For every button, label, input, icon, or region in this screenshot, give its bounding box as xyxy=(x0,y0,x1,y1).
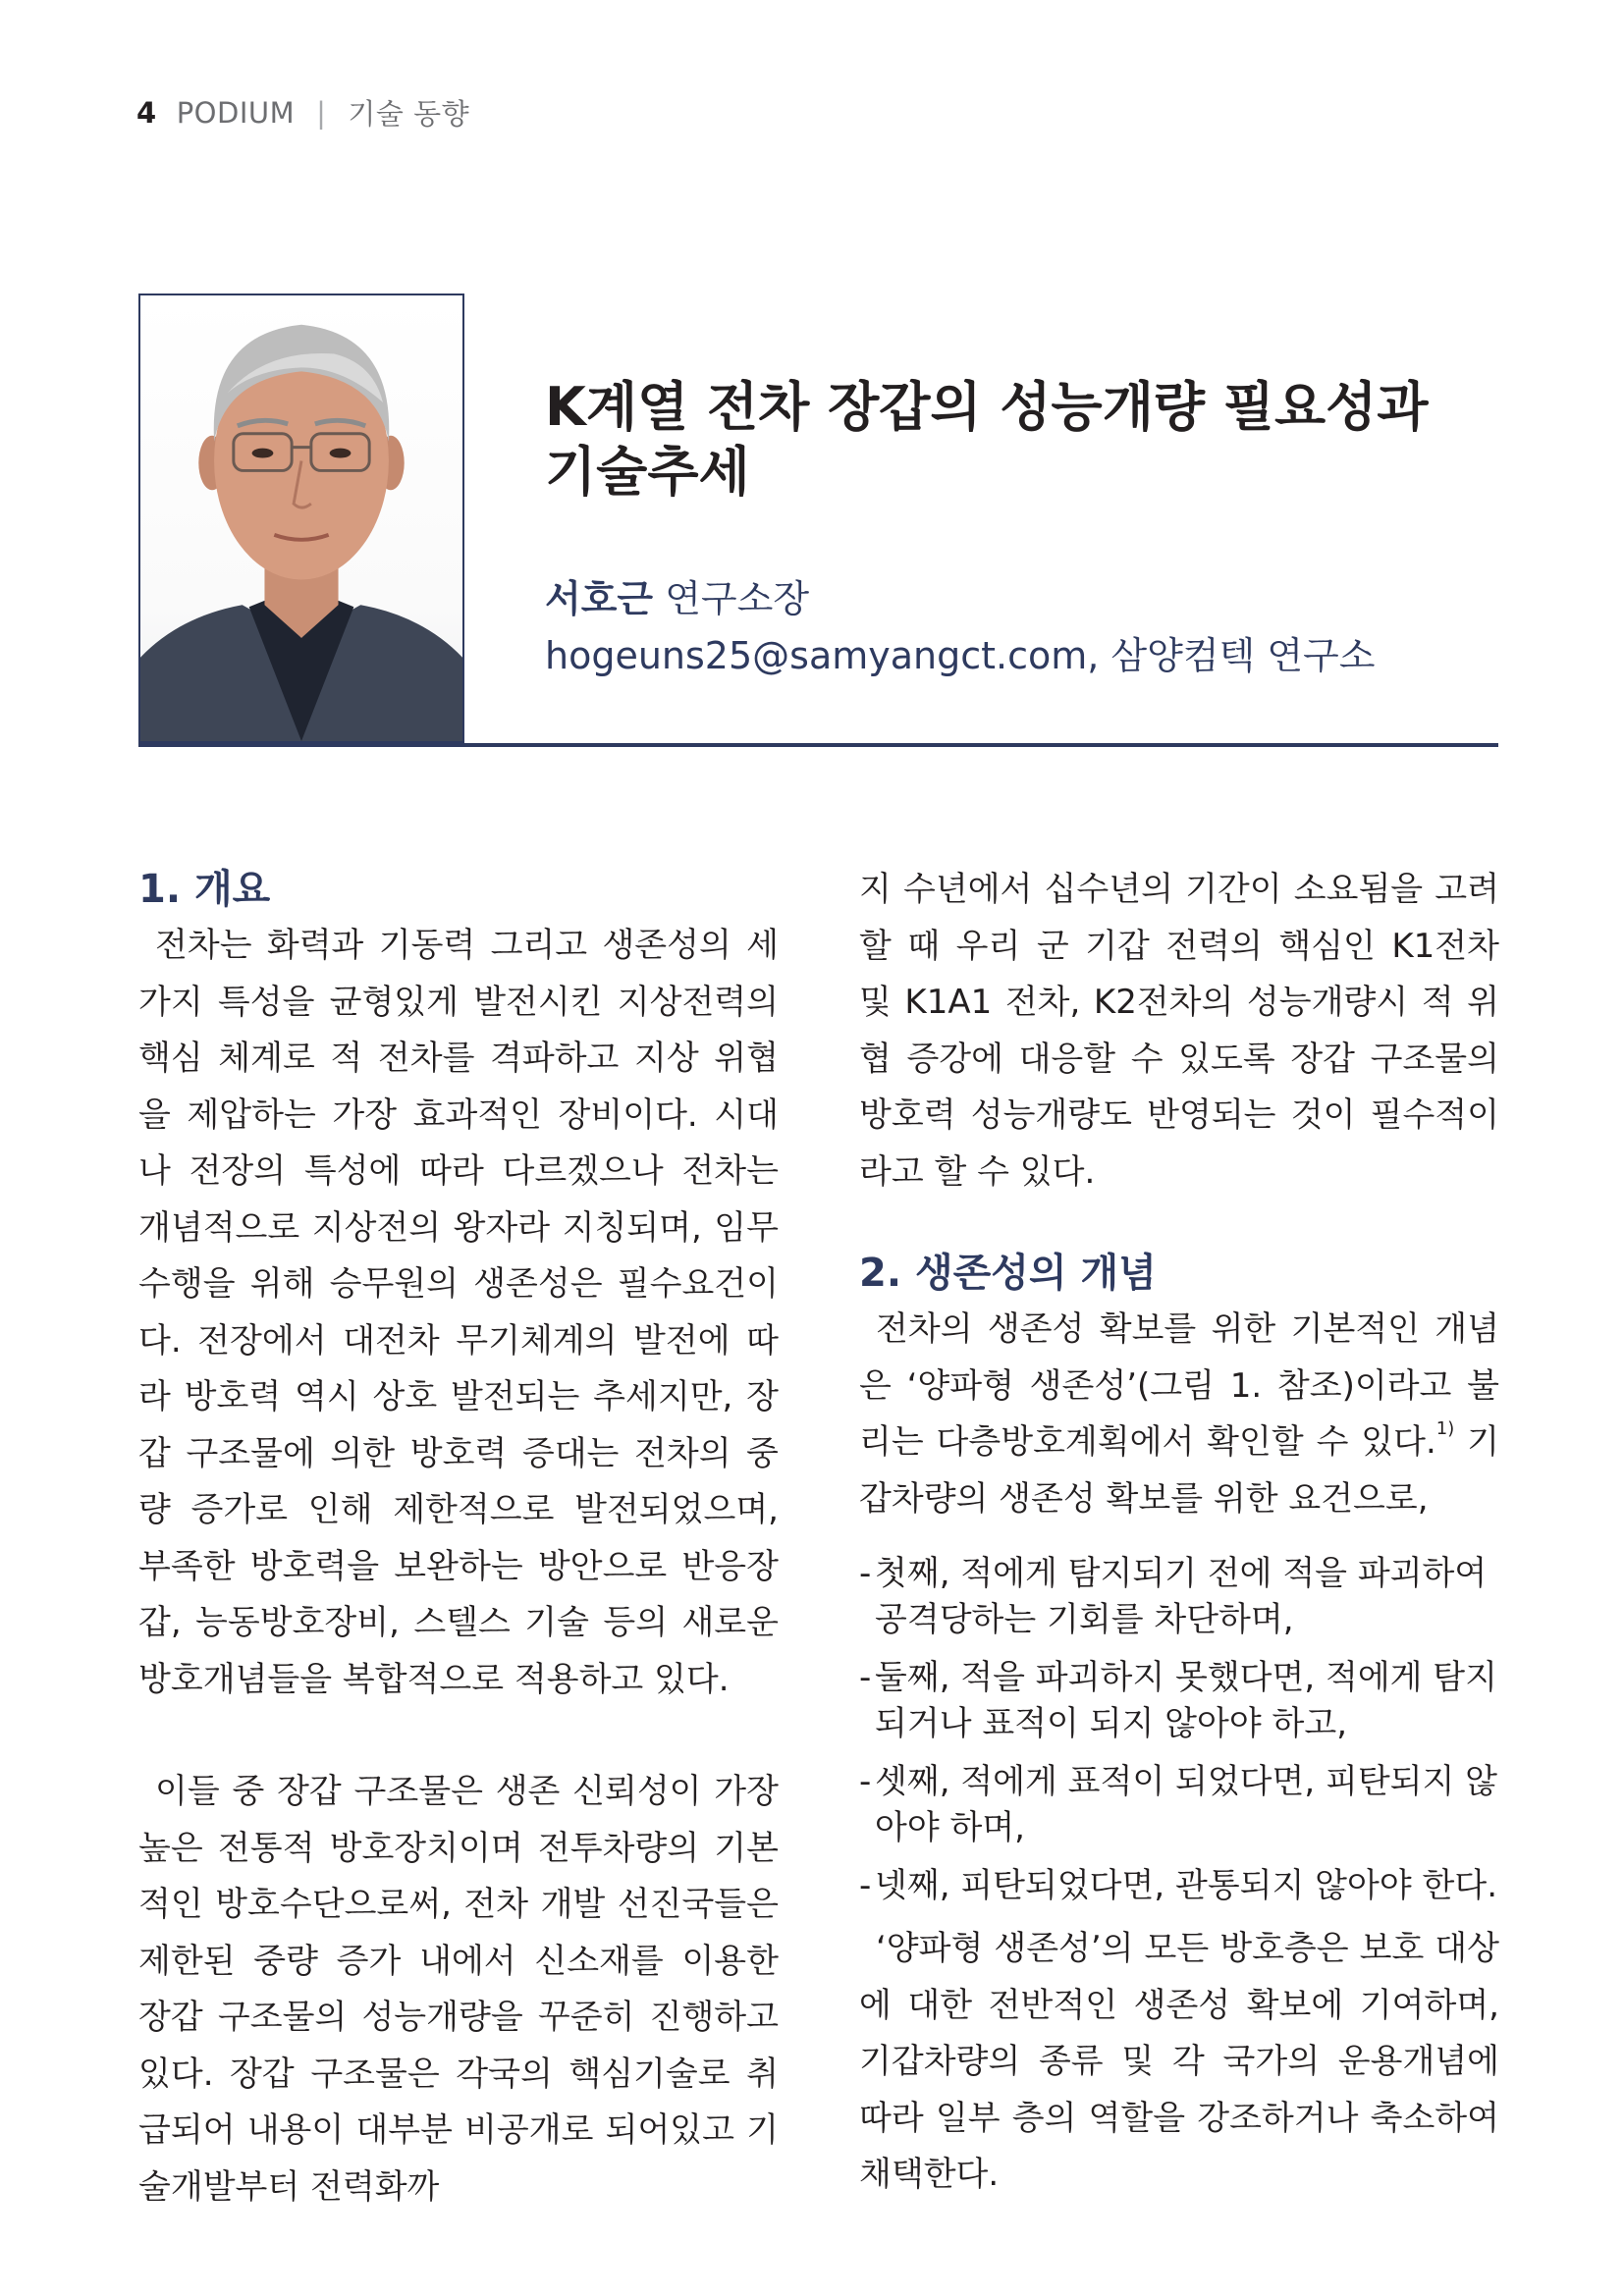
list-item: - 넷째, 피탄되었다면, 관통되지 않아야 한다. xyxy=(859,1863,1499,1909)
title-divider xyxy=(138,743,1498,747)
author-contact: hogeuns25@samyangct.com, 삼양컴텍 연구소 xyxy=(545,634,1376,677)
footnote-ref: 1) xyxy=(1435,1418,1455,1439)
section-2-paragraph-2: ‘양파형 생존성’의 모든 방호층은 보호 대상에 대한 전반적인 생존성 확보에 기여하며, 기갑차량의 종류 및 각 국가의 운용개념에 따라 일부 층의 역할을 강조하거나 축소하여 채택한다. xyxy=(859,1929,1499,2194)
section-1-paragraph-2: 이들 중 장갑 구조물은 생존 신뢰성이 가장 높은 전통적 방호장치이며 전투차량의 기본적인 방호수단으로써, 전차 개발 선진국들은 제한된 중량 증가 내에서 신소재를 이용한 장갑 구조물의 성능개량을 꾸준히 진행하고 있다. 장갑 구조물은 각국의 핵심기술로 취급되어 내용이 대부분 비공개로 되어있고 기술개발부터 전력화까 xyxy=(138,1772,779,2207)
section-name: 기술 동향 xyxy=(348,97,470,131)
page-number: 4 xyxy=(136,95,157,130)
list-item: - 셋째, 적에게 표적이 되었다면, 피탄되지 않아야 하며, xyxy=(859,1759,1499,1851)
survivability-requirements-list xyxy=(859,1551,1499,1909)
author-info xyxy=(545,571,1375,683)
title-line-2: 기술추세 xyxy=(545,441,750,503)
section-1-paragraph-2-cont: 지 수년에서 십수년의 기간이 소요됨을 고려할 때 우리 군 기갑 전력의 핵심인 K1전차 및 K1A1 전차, K2전차의 성능개량시 적 위협 증강에 대응할 수 있도록 장갑 구조물의 방호력 성능개량도 반영되는 것이 필수적이라고 할 수 있다. xyxy=(859,870,1499,1192)
section-1-paragraph-1: 전차는 화력과 기동력 그리고 생존성의 세 가지 특성을 균형있게 발전시킨 지상전력의 핵심 체계로 적 전차를 격파하고 지상 위협을 제압하는 가장 효과적인 장비이다. 시대나 전장의 특성에 따라 다르겠으나 전차는 개념적으로 지상전의 왕자라 지칭되며, 임무 수행을 위해 승무원의 생존성은 필수요건이다. 전장에서 대전차 무기체계의 발전에 따라 방호력 역시 상호 발전되는 추세지만, 장갑 구조물에 의한 방호력 증대는 전차의 중량 증가로 인해 제한적으로 발전되었으며, 부족한 방호력을 보완하는 방안으로 반응장갑, 능동방호장비, 스텔스 기술 등의 새로운 방호개념들을 복합적으로 적용하고 있다. xyxy=(138,926,779,1699)
author-role: 연구소장 xyxy=(665,577,810,620)
s2-p1-text: 전차의 생존성 확보를 위한 기본적인 개념은 ‘양파형 생존성’(그림 1. 참조)이라고 불리는 다층방호계획에서 확인할 수 있다. xyxy=(859,1309,1499,1462)
author-name: 서호근 xyxy=(545,577,654,620)
article-title xyxy=(545,375,1429,505)
section-2-heading: 2. 생존성의 개념 xyxy=(859,1251,1157,1296)
section-gap xyxy=(859,1201,1499,1246)
section-2-paragraph-1 xyxy=(859,1302,1499,1527)
list-item: - 첫째, 적에게 탐지되기 전에 적을 파괴하여 공격당하는 기회를 차단하며, xyxy=(859,1551,1499,1643)
paragraph-gap xyxy=(138,1708,779,1764)
list-item: - 둘째, 적을 파괴하지 못했다면, 적에게 탐지되거나 표적이 되지 않아야 하고, xyxy=(859,1655,1499,1747)
section-1-heading: 1. 개요 xyxy=(138,867,271,912)
header-separator: | xyxy=(316,95,327,130)
author-photo xyxy=(138,294,464,743)
magazine-name: PODIUM xyxy=(176,95,296,130)
author-portrait-icon xyxy=(140,295,462,741)
title-line-1: K계열 전차 장갑의 성능개량 필요성과 xyxy=(545,376,1429,438)
running-header xyxy=(136,92,469,133)
right-column xyxy=(859,862,1499,2204)
s2-p1-text-end: 기갑차량의 생존성 확보를 위한 요건으로, xyxy=(859,1422,1499,1519)
left-column xyxy=(138,862,779,2216)
